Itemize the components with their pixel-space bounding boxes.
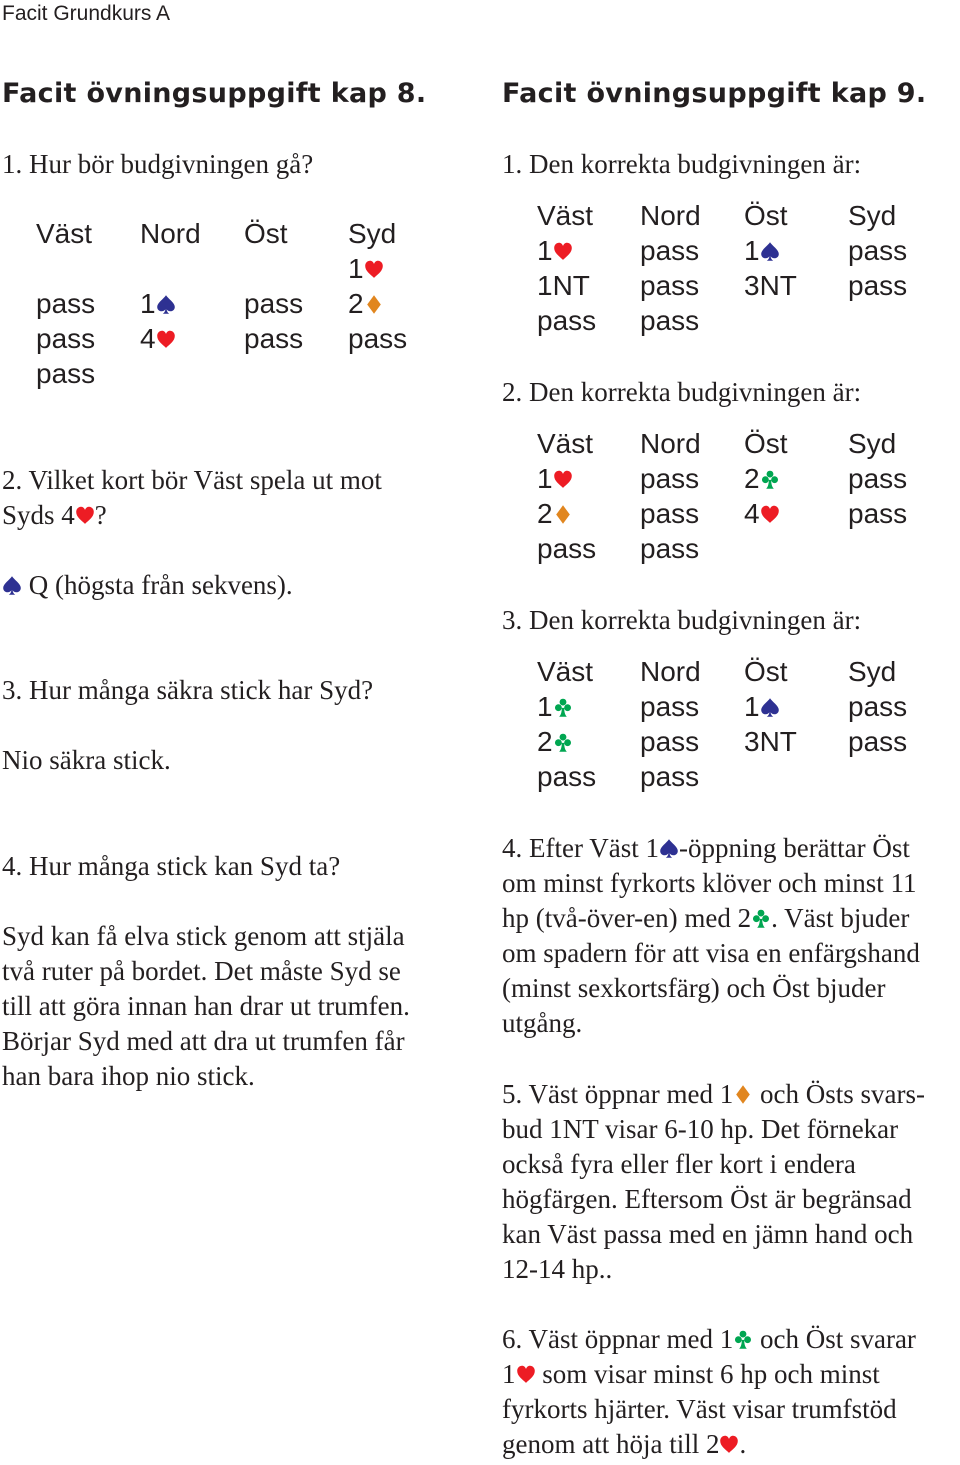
diamond-icon xyxy=(733,1084,753,1105)
question-3: 3. Hur många säkra stick har Syd? xyxy=(2,675,374,705)
spade-icon xyxy=(760,241,780,262)
auction-bid: pass xyxy=(848,235,908,266)
auction-header: Väst xyxy=(537,428,594,459)
auction-bid xyxy=(848,759,952,794)
auction-bid: pass xyxy=(640,498,700,529)
auction-bid: 4 xyxy=(140,321,244,356)
auction-bid: pass xyxy=(537,761,597,792)
auction-bid: 1 xyxy=(744,689,848,724)
auction-bid: 2 xyxy=(537,724,640,759)
auction-bid: pass xyxy=(640,533,700,564)
club-icon xyxy=(553,697,573,718)
auction-bid: pass xyxy=(537,533,597,564)
auction-bid: pass xyxy=(848,726,908,757)
auction-bid xyxy=(244,356,348,391)
auction-bid: pass xyxy=(640,726,700,757)
auction-table-3 xyxy=(537,654,952,794)
auction-header: Nord xyxy=(640,428,701,459)
auction-bid: 1 xyxy=(744,233,848,268)
auction-table-kap8 xyxy=(36,216,452,391)
auction-header: Väst xyxy=(537,200,594,231)
auction-bid: 4 xyxy=(744,496,848,531)
auction-bid: 1 xyxy=(537,233,640,268)
auction-header: Nord xyxy=(140,218,201,249)
question-4: 4. Hur många stick kan Syd ta? xyxy=(2,851,341,881)
auction-table-1 xyxy=(537,198,952,338)
club-icon xyxy=(733,1329,753,1350)
auction-bid: pass xyxy=(640,235,700,266)
auction-bid xyxy=(848,531,952,566)
auction-bid xyxy=(348,356,452,391)
auction-bid: pass xyxy=(640,691,700,722)
heart-icon xyxy=(156,329,176,350)
auction-bid: 1 xyxy=(348,251,452,286)
auction-header: Öst xyxy=(244,218,288,249)
auction-bid: 2 xyxy=(537,496,640,531)
auction-bid: pass xyxy=(244,323,304,354)
auction-bid xyxy=(744,531,848,566)
answer-5-paragraph: 5. Väst öppnar med 1 och Östs svars- bud 1NT visar 6-10 hp. Det förnekar också fyra eller fler kort i endera högfärgen. Eftersom Öst är begränsad kan Väst passa med en jämn hand och 12-14 hp.. xyxy=(502,1079,925,1284)
auction-header: Nord xyxy=(640,200,701,231)
auction-bid: 2 xyxy=(744,461,848,496)
spade-icon xyxy=(760,697,780,718)
exercise-2-heading: 2. Den korrekta budgivningen är: xyxy=(502,377,862,407)
auction-bid xyxy=(36,251,140,286)
heart-icon xyxy=(760,504,780,525)
auction-bid: pass xyxy=(640,761,700,792)
heart-icon xyxy=(516,1364,536,1385)
auction-bid: pass xyxy=(848,498,908,529)
auction-header: Väst xyxy=(537,656,594,687)
auction-bid: 1NT xyxy=(537,270,590,301)
auction-bid: 2 xyxy=(348,286,452,321)
question-1: 1. Hur bör budgivningen gå? xyxy=(2,149,314,179)
auction-bid xyxy=(744,759,848,794)
spade-icon xyxy=(2,575,22,596)
auction-header: Syd xyxy=(848,428,897,459)
spade-icon xyxy=(659,838,679,859)
auction-table-2 xyxy=(537,426,952,566)
auction-bid: pass xyxy=(537,305,597,336)
answer-3: Nio säkra stick. xyxy=(2,745,171,775)
auction-bid: pass xyxy=(848,463,908,494)
chapter-9-title: Facit övningsuppgift kap 9. xyxy=(502,78,927,109)
auction-header: Syd xyxy=(348,218,397,249)
auction-bid: pass xyxy=(640,463,700,494)
auction-bid: 1 xyxy=(537,461,640,496)
auction-bid xyxy=(140,251,244,286)
diamond-icon xyxy=(364,294,384,315)
auction-bid: pass xyxy=(36,288,96,319)
auction-header: Syd xyxy=(848,656,897,687)
heart-icon xyxy=(553,469,573,490)
exercise-1-heading: 1. Den korrekta budgivningen är: xyxy=(502,149,862,179)
auction-bid: pass xyxy=(848,270,908,301)
diamond-icon xyxy=(553,504,573,525)
auction-header: Öst xyxy=(744,656,788,687)
auction-bid: pass xyxy=(36,358,96,389)
running-header: Facit Grundkurs A xyxy=(2,2,171,25)
auction-bid: 1 xyxy=(140,286,244,321)
club-icon xyxy=(553,732,573,753)
club-icon xyxy=(760,469,780,490)
question-2: 2. Vilket kort bör Väst spela ut mot Syds 4 ? xyxy=(2,465,382,530)
auction-bid xyxy=(244,251,348,286)
auction-bid: 3NT xyxy=(744,270,797,301)
answer-4-paragraph: 4. Efter Väst 1 -öppning berättar Öst om minst fyrkorts klöver och minst 11 hp (två-över-en) med 2 . Väst bjuder om spadern för att visa en enfärgshand (minst sexkortsfärg) och Öst bjuder utgång. xyxy=(502,833,920,1038)
auction-header: Öst xyxy=(744,200,788,231)
answer-4: Syd kan få elva stick genom att stjäla två ruter på bordet. Det måste Syd se till att göra innan han drar ut trumfen. Börjar Syd med att dra ut trumfen får han bara ihop nio stick. xyxy=(2,921,410,1091)
auction-bid: 3NT xyxy=(744,726,797,757)
auction-header: Nord xyxy=(640,656,701,687)
answer-6-paragraph: 6. Väst öppnar med 1 och Öst svarar 1 som visar minst 6 hp och minst fyrkorts hjärter. Väst visar trumfstöd genom att höja till 2 . xyxy=(502,1324,916,1459)
chapter-8-title: Facit övningsuppgift kap 8. xyxy=(2,78,427,109)
auction-header: Väst xyxy=(36,218,93,249)
heart-icon xyxy=(75,505,95,526)
club-icon xyxy=(751,908,771,929)
auction-bid: pass xyxy=(640,305,700,336)
auction-bid: pass xyxy=(244,288,304,319)
spade-icon xyxy=(156,294,176,315)
heart-icon xyxy=(364,259,384,280)
auction-bid xyxy=(140,356,244,391)
answer-2: Q (högsta från sekvens). xyxy=(2,568,293,603)
auction-bid: pass xyxy=(36,323,96,354)
auction-bid: pass xyxy=(848,691,908,722)
auction-bid: 1 xyxy=(537,689,640,724)
auction-bid: pass xyxy=(348,323,408,354)
auction-header: Syd xyxy=(848,200,897,231)
auction-header: Öst xyxy=(744,428,788,459)
heart-icon xyxy=(719,1434,739,1455)
auction-bid: pass xyxy=(640,270,700,301)
heart-icon xyxy=(553,241,573,262)
auction-bid xyxy=(848,303,952,338)
auction-bid xyxy=(744,303,848,338)
exercise-3-heading: 3. Den korrekta budgivningen är: xyxy=(502,605,862,635)
